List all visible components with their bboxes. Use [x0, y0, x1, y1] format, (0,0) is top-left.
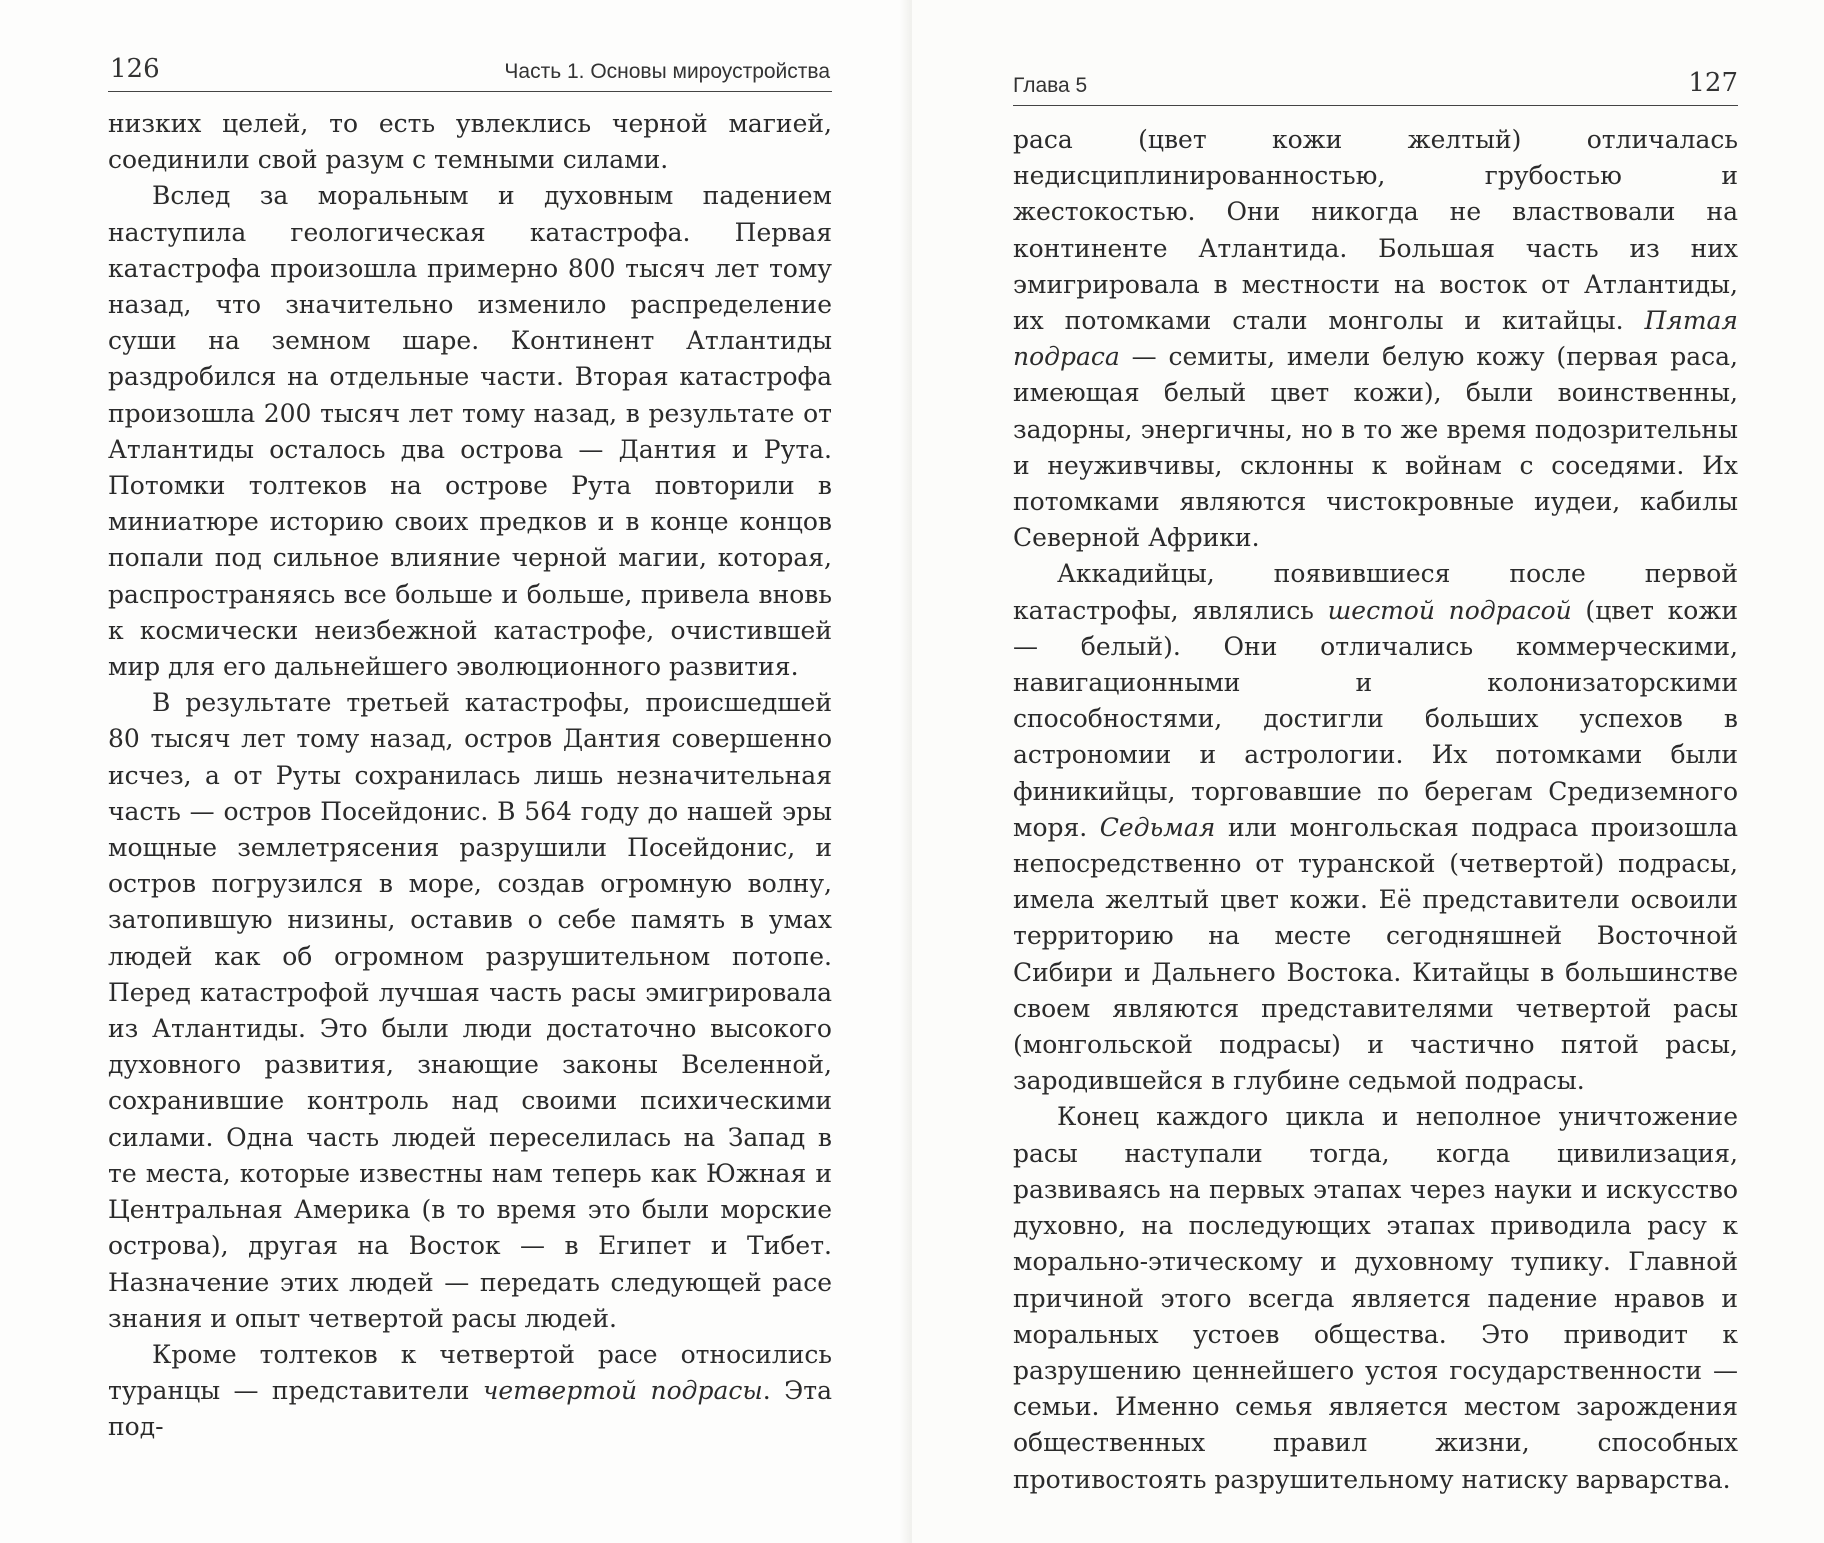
italic-term: четвертой подрасы [482, 1376, 763, 1406]
right-page-body [1013, 122, 1738, 1498]
text-run: (цвет кожи — белый). Они отличались коммерческими, навигационными и колонизаторскими способностями, достигли больших успехов в астрономии и астрологии. Их потомками были финикийцы, торговавшие по берегам Средиземного моря. [1013, 595, 1739, 842]
italic-term: Седьмая [1099, 812, 1216, 842]
left-page-header [108, 52, 832, 92]
paragraph [1013, 122, 1738, 556]
paragraph [108, 178, 832, 685]
right-page [912, 0, 1824, 1543]
text-run: — семиты, имели белую кожу (первая раса, имеющая белый цвет кожи), были воинственны, задорны, энергичны, но в то же время подозрительны и неуживчивы, склонны к войнам с соседями. Их потомками являются чистокровные иудеи, кабилы Северной Африки. [1013, 342, 1738, 553]
page-number: 127 [1688, 68, 1738, 98]
italic-term: Пятая подраса [1013, 306, 1738, 372]
text-run: Конец каждого цикла и неполное уничтожение расы наступали тогда, когда цивилизация, развиваясь на первых этапах через науки и искусство духовно, на последующих этапах приводила расу к морально-этическому и духовному тупику. Главной причиной этого всегда является падение нравов и моральных устоев общества. Это приводит к разрушению ценнейшего устоя государственности — семьи. Именно семья является местом зарождения общественных правил жизни, способных противостоять разрушительному натиску варварства. [1013, 1102, 1738, 1494]
text-run: раса (цвет кожи желтый) отличалась недисциплинированностью, грубостью и жестокостью. Они никогда не властвовали на континенте Атлантида. Большая часть из них эмигрировала в местности на восток от Атлантиды, их потомками стали монголы и китайцы. [1013, 125, 1738, 336]
paragraph [108, 685, 832, 1337]
italic-term: шестой подрасой [1327, 595, 1572, 625]
text-run: низких целей, то есть увлеклись черной магией, соединили свой разум с темными силами. [108, 109, 832, 175]
text-run: . Эта под- [108, 1376, 832, 1442]
paragraph [1013, 1099, 1738, 1497]
header-rule [1013, 105, 1738, 106]
paragraph [108, 106, 832, 178]
text-run: или монгольская подраса произошла непосредственно от туранской (четвертой) подрасы, имела желтый цвет кожи. Её представители освоили территорию на месте сегодняшней Восточной Сибири и Дальнего Востока. Китайцы в большинстве своем являются представителями четвертой расы (монгольской подрасы) и частично пятой расы, зародившейся в глубине седьмой подрасы. [1013, 812, 1738, 1096]
text-run: Вслед за моральным и духовным падением наступила геологическая катастрофа. Первая катастрофа произошла примерно 800 тысяч лет тому назад, что значительно изменило распределение суши на земном шаре. Континент Атлантиды раздробился на отдельные части. Вторая катастрофа произошла 200 тысяч лет тому назад, в результате от Атлантиды осталось два острова — Дантия и Рута. Потомки толтеков на острове Рута повторили в миниатюре историю своих предков и в конце концов попали под сильное влияние черной магии, которая, распространяясь все больше и больше, привела вновь к космически неизбежной катастрофе, очистившей мир для его дальнейшего эволюционного развития. [108, 181, 832, 682]
page-number: 126 [110, 54, 160, 84]
text-run: Аккадийцы, появившиеся после первой катастрофы, являлись [1013, 559, 1738, 625]
header-rule [108, 91, 832, 92]
running-head: Глава 5 [1013, 74, 1088, 97]
text-run: В результате третьей катастрофы, происшедшей 80 тысяч лет тому назад, остров Дантия совершенно исчез, а от Руты сохранилась лишь незначительная часть — остров Посейдонис. В 564 году до нашей эры мощные землетрясения разрушили Посейдонис, и остров погрузился в море, создав огромную волну, затопившую низины, оставив о себе память в умах людей как об огромном разрушительном потопе. Перед катастрофой лучшая часть расы эмигрировала из Атлантиды. Это были люди достаточно высокого духовного развития, знающие законы Вселенной, сохранившие контроль над своими психическими силами. Одна часть людей переселилась на Запад в те места, которые известны нам теперь как Южная и Центральная Америка (в то время это были морские острова), другая на Восток — в Египет и Тибет. Назначение этих людей — передать следующей расе знания и опыт четвертой расы людей. [108, 688, 832, 1333]
paragraph [1013, 556, 1738, 1099]
right-page-header [1013, 66, 1738, 106]
running-head: Часть 1. Основы мироустройства [504, 60, 830, 83]
left-page-body [108, 106, 832, 1446]
paragraph [108, 1337, 832, 1446]
text-run: Кроме толтеков к четвертой расе относились туранцы — представители [108, 1339, 832, 1406]
